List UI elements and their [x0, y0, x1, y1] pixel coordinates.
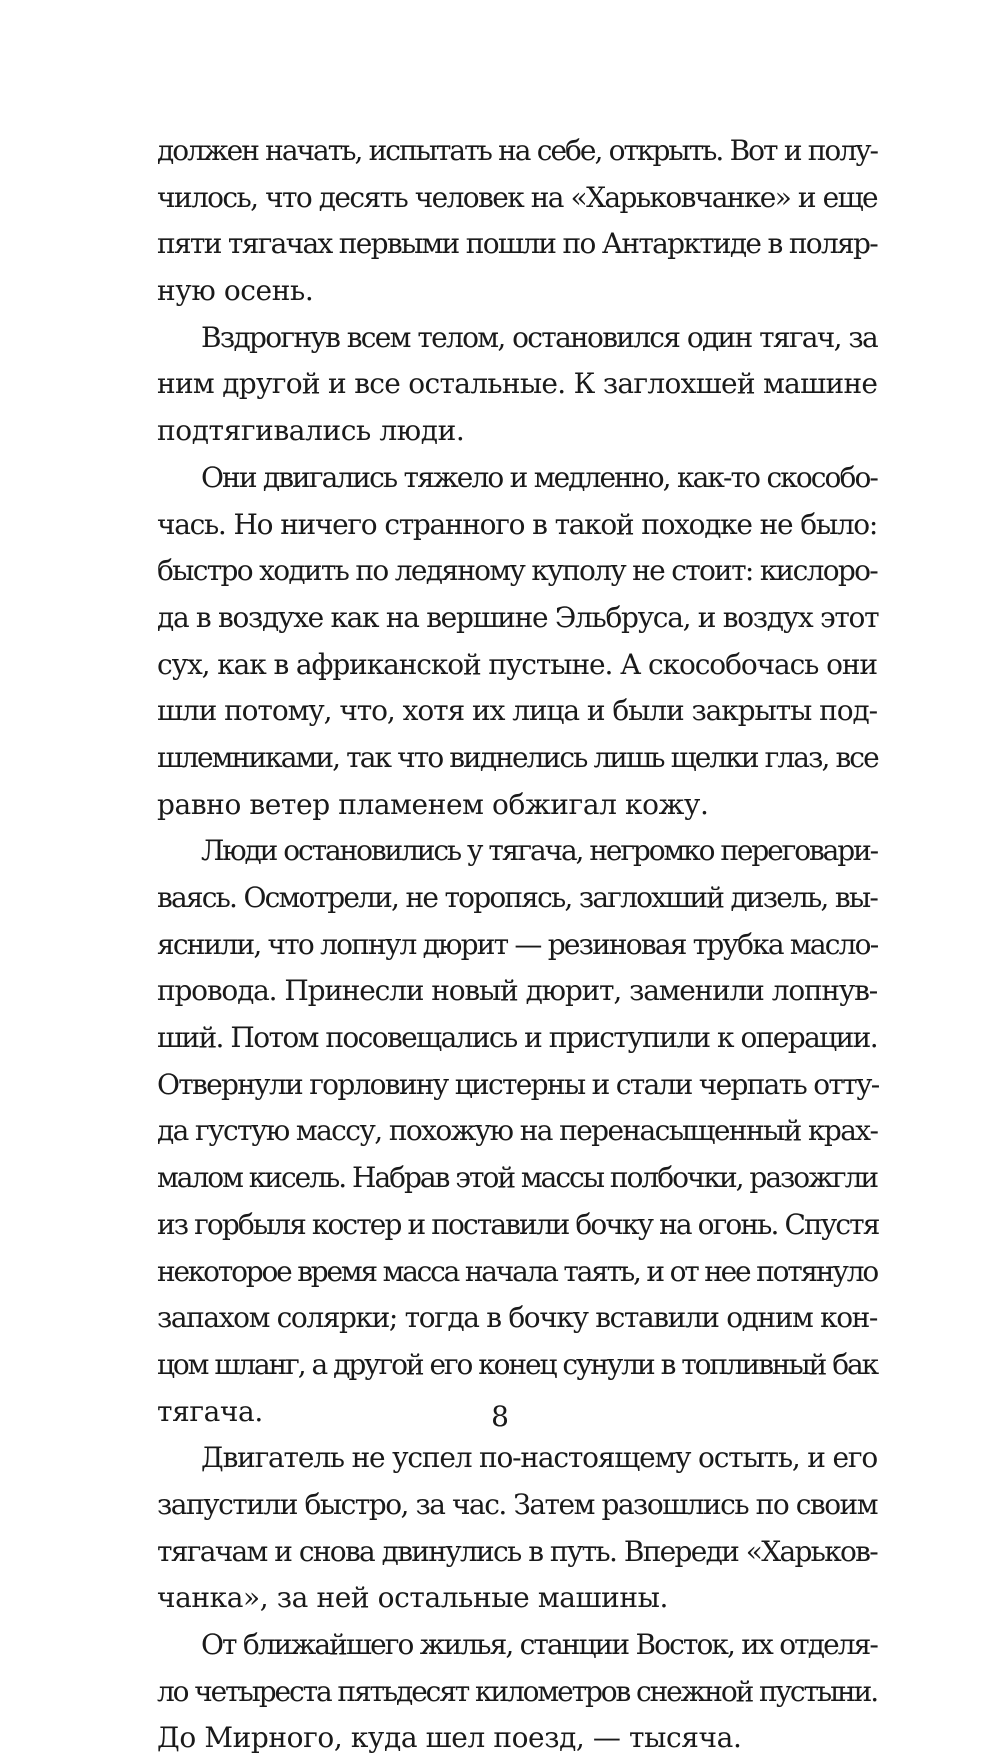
text-line: Двигатель не успел по-настоящему остыть, и его	[201, 1441, 877, 1475]
text-line: малом кисель. Набрав этой массы полбочки, разожгли	[157, 1161, 878, 1195]
text-line: чилось, что десять человек на «Харьковчанке» и еще	[157, 180, 877, 214]
text-line: запустили быстро, за час. Затем разошлись по своим	[157, 1487, 877, 1521]
text-line: чась. Но ничего странного в такой походке не было:	[157, 507, 877, 541]
text-line: Люди остановились у тягача, негромко переговари-	[201, 834, 877, 868]
text-line: ший. Потом посовещались и приступили к операции.	[157, 1021, 877, 1055]
text-line: ним другой и все остальные. К заглохшей машине	[157, 367, 878, 401]
text-line: цом шланг, а другой его конец сунули в топливный бак	[157, 1347, 877, 1381]
text-line: шли потому, что, хотя их лица и были закрыты под-	[157, 694, 877, 728]
text-line: подтягивались люди.	[157, 414, 465, 448]
text-line: сух, как в африканской пустыне. А скособочась они	[157, 647, 877, 681]
text-line: ло четыреста пятьдесят километров снежной пустыни.	[157, 1674, 877, 1708]
text-line: тягачам и снова двинулись в путь. Впереди «Харьков-	[157, 1534, 877, 1568]
text-line: чанка», за ней остальные машины.	[157, 1581, 669, 1615]
text-line: От ближайшего жилья, станции Восток, их отделя-	[201, 1628, 877, 1661]
text-line: Вздрогнув всем телом, остановился один тягач, за	[201, 320, 877, 354]
text-line: пяти тягачах первыми пошли по Антарктиде в поляр-	[157, 227, 877, 261]
body-text	[157, 128, 877, 1762]
text-line: быстро ходить по ледяному куполу не стоит: кислоро-	[157, 554, 877, 588]
text-line: Отвернули горловину цистерны и стали черпать отту-	[157, 1067, 879, 1101]
text-line: равно ветер пламенем обжигал кожу.	[157, 787, 709, 821]
text-line: да густую массу, похожую на перенасыщенный крах-	[157, 1114, 878, 1148]
text-line: шлемниками, так что виднелись лишь щелки глаз, все	[157, 740, 878, 774]
text-line: тягача.	[157, 1394, 263, 1428]
text-line: да в воздухе как на вершине Эльбруса, и воздух этот	[157, 600, 879, 634]
text-line: яснили, что лопнул дюрит — резиновая трубка масло-	[157, 927, 878, 961]
text-line: До Мирного, куда шел поезд, — тысяча.	[157, 1721, 742, 1755]
text-line: ваясь. Осмотрели, не торопясь, заглохший дизель, вы-	[157, 881, 877, 914]
text-line: из горбыля костер и поставили бочку на огонь. Спустя	[157, 1207, 879, 1241]
text-line: Они двигались тяжело и медленно, как-то скособо-	[201, 460, 877, 494]
text-line: должен начать, испытать на себе, открыть. Вот и полу-	[157, 134, 877, 167]
text-line: ную осень.	[157, 274, 314, 308]
text-line: провода. Принесли новый дюрит, заменили лопнув-	[157, 974, 877, 1008]
page-number: 8	[491, 1400, 509, 1433]
text-line: запахом солярки; тогда в бочку вставили одним кон-	[157, 1301, 877, 1335]
text-line: некоторое время масса начала таять, и от нее потянуло	[157, 1254, 877, 1288]
